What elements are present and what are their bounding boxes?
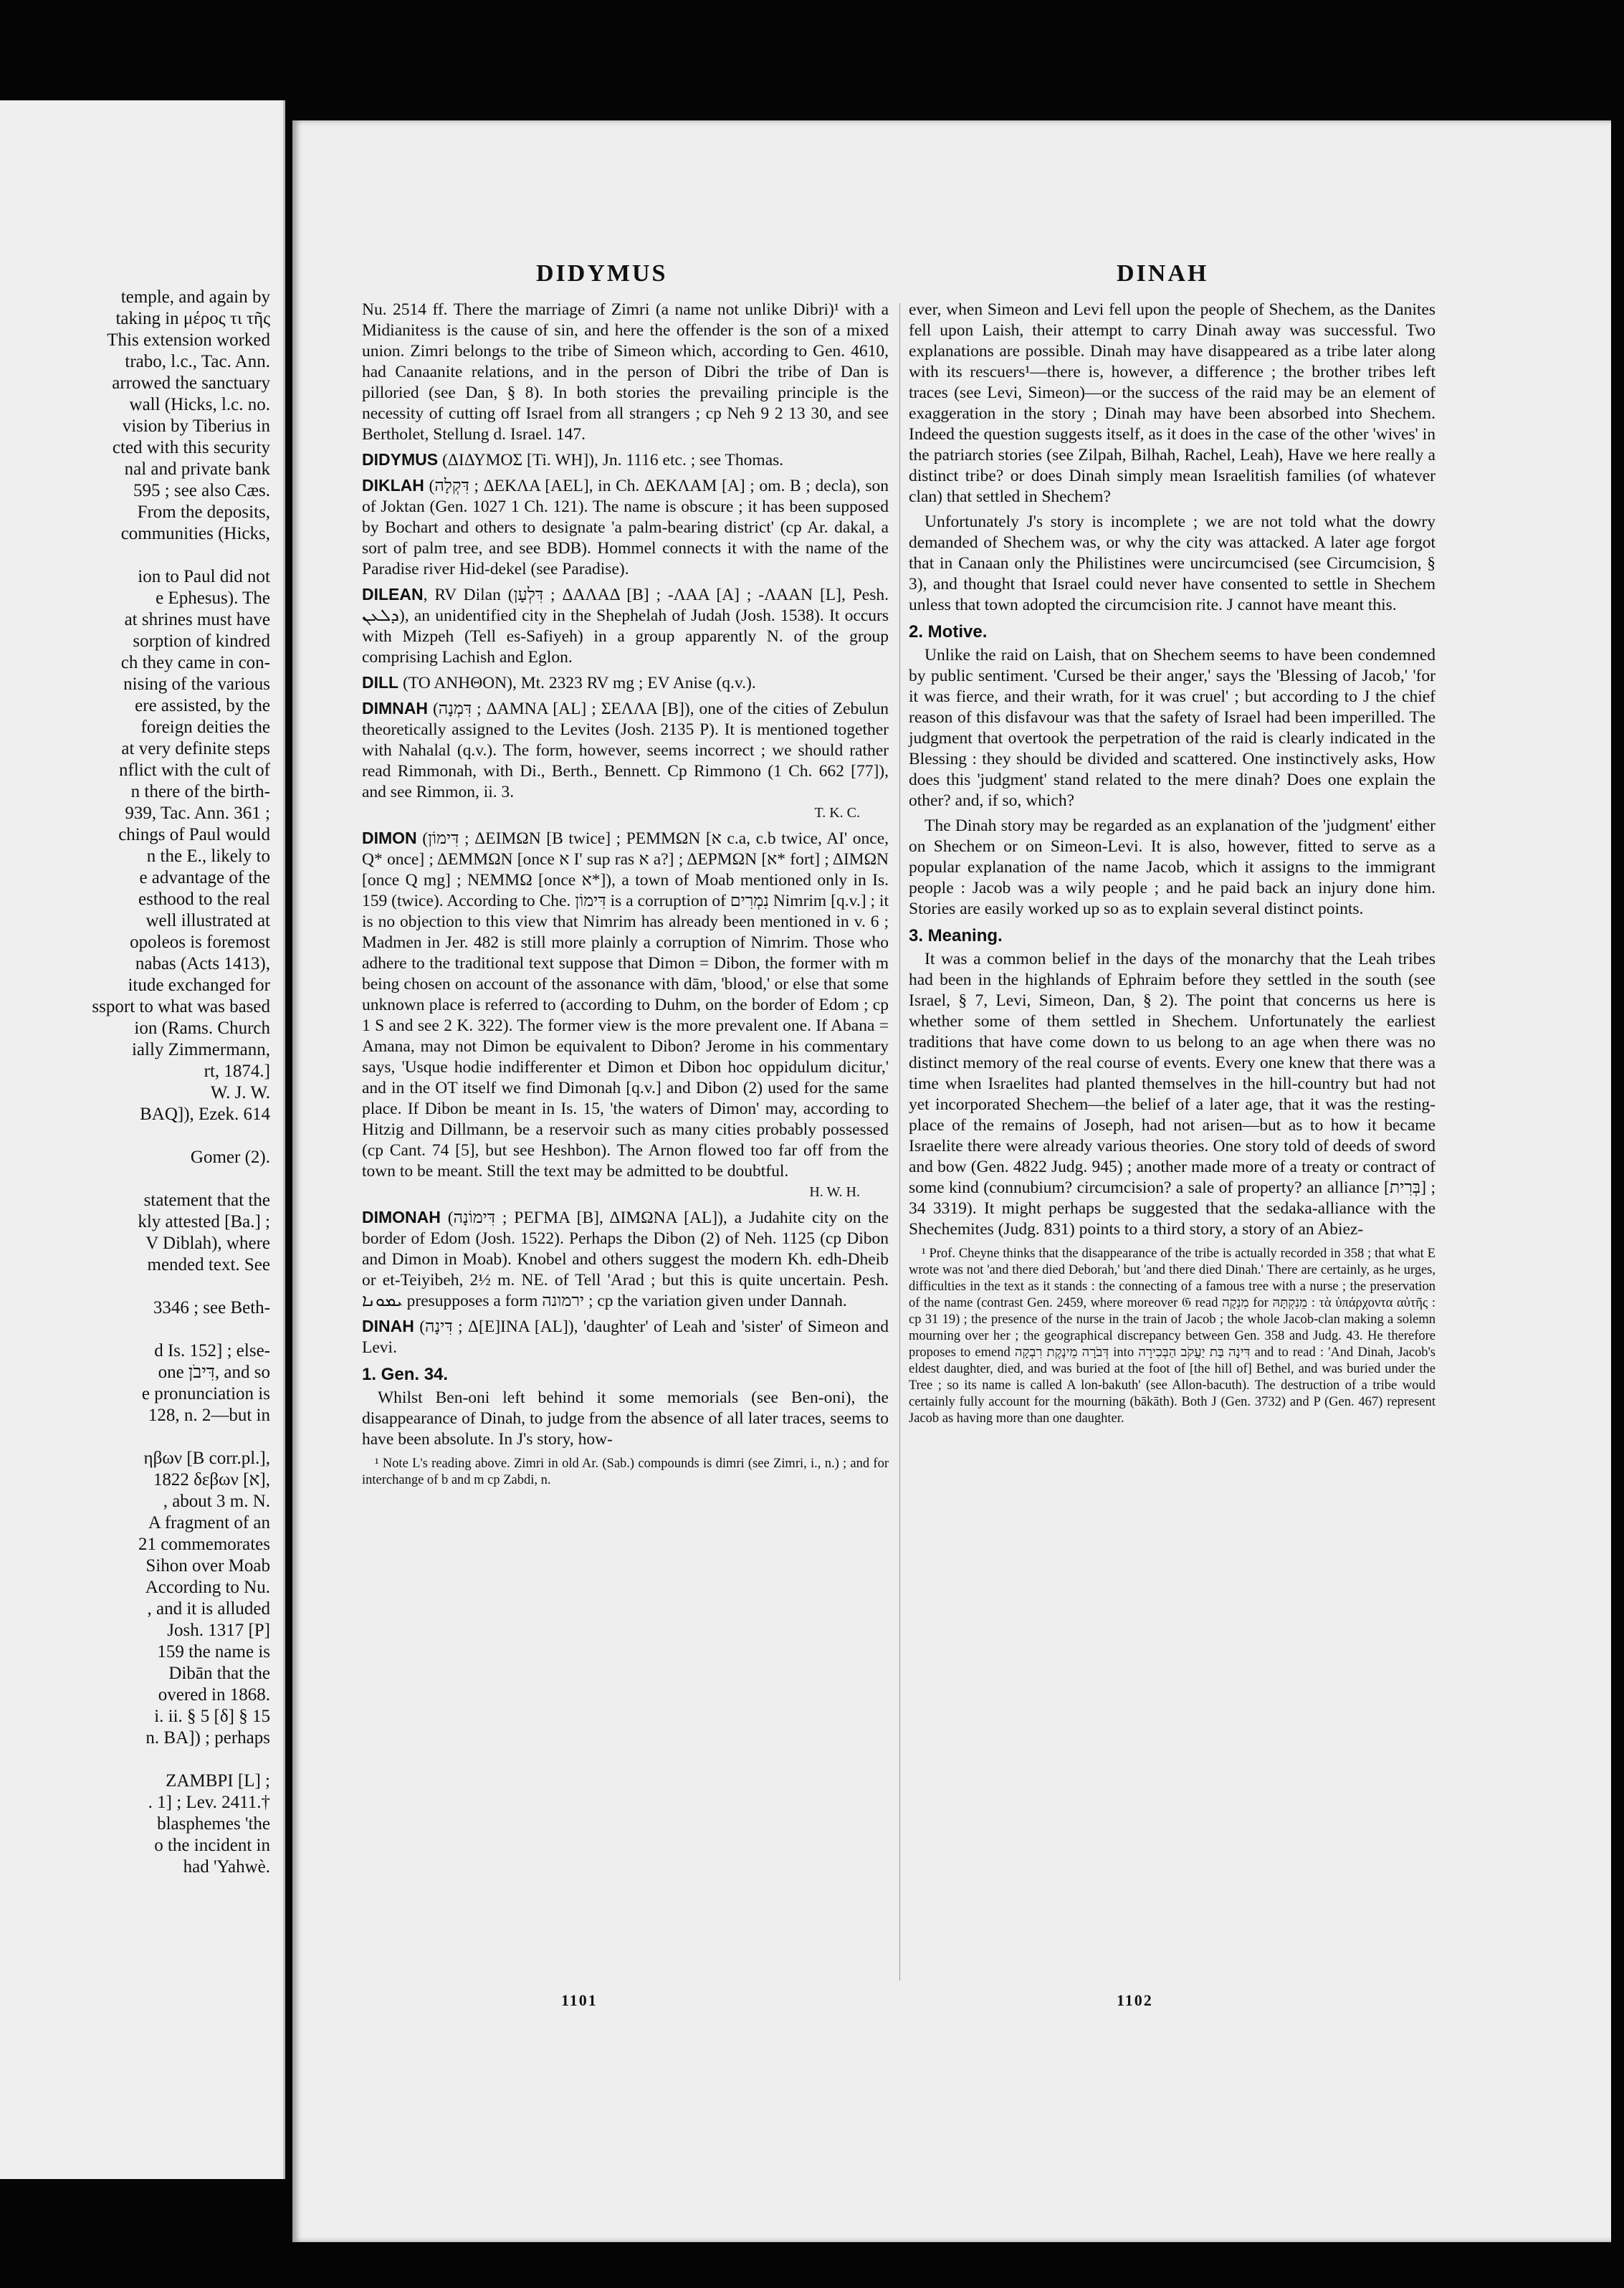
- page-spread: [292, 120, 1611, 2242]
- headword: DILL: [362, 673, 399, 692]
- column-rule: [899, 303, 900, 1980]
- entry-dilean: [362, 584, 889, 668]
- facing-page-line: o the incident in: [154, 1836, 270, 1855]
- facing-page-line: d Is. 152] ; else-: [154, 1341, 270, 1360]
- facing-page-line: at very definite steps: [121, 739, 270, 758]
- facing-page-line: n. BA]) ; perhaps: [145, 1728, 270, 1748]
- entry-text: , RV Dilan (דִּלְעָן ; ΔΑΛΑΔ [B] ; -ΛΑΑ [A] ; -ΛΑΑΝ [L], Pesh. ܕܠܥܢ), an unidentified city in the Shephelah of Judah (Josh. 1538). It occurs with Mizpeh (Tell es-Safiyeh) in a group apparently N. of the group comprising Lachish and Eglon.: [362, 586, 889, 667]
- facing-page-line: ηβων [B corr.pl.],: [143, 1449, 270, 1468]
- facing-page-line: A fragment of an: [148, 1513, 270, 1533]
- facing-page-line: nal and private bank: [124, 459, 270, 479]
- running-head-right: DINAH: [1117, 260, 1209, 287]
- author-signature: T. K. C.: [814, 805, 860, 821]
- facing-page-line: ch they came in con-: [120, 653, 270, 672]
- column-right: [909, 300, 1436, 1427]
- footnote: [909, 1246, 1436, 1427]
- section-sidehead: 3. Meaning.: [909, 926, 1003, 945]
- facing-page-line: 3346 ; see Beth-: [153, 1298, 270, 1317]
- facing-page-line: This extension worked: [107, 330, 270, 350]
- headword: DIMON: [362, 829, 417, 847]
- headword: DIMNAH: [362, 699, 428, 718]
- facing-page-line: From the deposits,: [137, 502, 270, 522]
- facing-page-line: nflict with the cult of: [118, 761, 270, 780]
- facing-page-text: [12, 287, 270, 1878]
- running-head-left: DIDYMUS: [536, 260, 668, 287]
- facing-page-line: According to Nu.: [145, 1578, 270, 1597]
- facing-page-line: ially Zimmermann,: [131, 1040, 270, 1059]
- facing-page-line: [12, 1168, 270, 1190]
- headword: DIMONAH: [362, 1208, 441, 1226]
- headword: DIDYMUS: [362, 450, 439, 469]
- body-paragraph: It was a common belief in the days of the monarchy that the Leah tribes had been in the highlands of Ephraim before they settled in the south (see Israel, § 7, Levi, Simeon, Dan, § 2). The point that concerns us here is whether some of them settled in Shechem. Unfortunately the earliest traditions that have come down to us belong to an age when there was no distinct memory of the real course of events. Every one knew that there was a time when Israelites had planted themselves in the hill-country but had not yet incorporated Shechem—the belief of a later age, that it was the resting-place of the remains of Joseph, had not arisen—but as to how it became Israelite there were already various theories. One story told of deeds of sword and bow (Gen. 4822 Judg. 945) ; another made more of a treaty or contract of some kind (connubium? circumcision? a sale of property? an alliance [בְּרִית] ; 3319 34). It might perhaps be suggested that the sedaka-alliance with the Shechemites (Judg. 831) points to a third story, a story of an Abiez-: [909, 950, 1436, 1239]
- facing-page-line: , and it is alluded: [147, 1599, 270, 1619]
- facing-page-line: W. J. W.: [210, 1083, 270, 1102]
- facing-page-line: n there of the birth-: [130, 782, 270, 801]
- facing-page-line: mended text. See: [147, 1255, 270, 1274]
- facing-page-line: ΖΑΜΒΡΙ [L] ;: [166, 1771, 270, 1791]
- facing-page-line: 128, n. 2—but in: [148, 1406, 270, 1425]
- footnote-text: ¹ Note L's reading above. Zimri in old Ar. (Sab.) compounds is dimri (see Zimri, i., n.) ; and for interchange of b and m cp Zabdi, n.: [362, 1457, 889, 1487]
- facing-page-line: [12, 1319, 270, 1340]
- facing-page-line: 159 the name is: [157, 1642, 270, 1662]
- entry-text: (דִּקְלָה ; ΔΕΚΛΑ [AEL], in Ch. ΔΕΚΛΑΜ [A] ; om. B ; decla), son of Joktan (Gen. 1027 1 Ch. 121). The name is obscure ; it has been supposed by Bochart and others to designate 'a palm-bearing district' (cp Ar. dakal, a sort of palm tree, and see BDB). Hommel connects it with the name of the Paradise river Hid-dekel (see Paradise).: [362, 477, 889, 578]
- facing-page-line: ion to Paul did not: [138, 567, 270, 586]
- facing-page-line: . 1] ; Lev. 2411.†: [148, 1793, 270, 1812]
- entry-didymus: [362, 449, 889, 471]
- facing-page-line: chings of Paul would: [118, 825, 270, 844]
- headword: DINAH: [362, 1317, 414, 1335]
- entry-text: (ΔΙΔΥΜΟΣ [Ti. WH]), Jn. 1116 etc. ; see Thomas.: [438, 451, 784, 469]
- entry-dimonah: [362, 1207, 889, 1312]
- facing-page-line: well illustrated at: [145, 911, 270, 930]
- facing-page-line: nabas (Acts 1413),: [135, 954, 270, 973]
- facing-page-fragment: [0, 100, 285, 2179]
- facing-page-line: foreign deities the: [140, 718, 270, 737]
- column-left: [362, 300, 889, 1489]
- facing-page-line: ssport to what was based: [92, 997, 270, 1016]
- facing-page-line: itude exchanged for: [128, 976, 270, 995]
- body-paragraph: Unfortunately J's story is incomplete ; we are not told what the dowry demanded of Shechem was, or why the city was attacked. A later age forgot that in Canaan only the Philistines were uncircumcised (see Circumcision, § 3), and thought that Israel could never have consented to settle in Shechem unless that town adopted the circumcision rite. J cannot have meant this.: [909, 513, 1436, 614]
- facing-page-line: e advantage of the: [139, 868, 270, 887]
- facing-page-line: e pronunciation is: [141, 1384, 270, 1403]
- author-signature: H. W. H.: [809, 1184, 860, 1200]
- facing-page-line: overed in 1868.: [158, 1685, 270, 1705]
- facing-page-line: arrowed the sanctuary: [112, 373, 270, 393]
- facing-page-line: , about 3 m. N.: [163, 1492, 270, 1511]
- facing-page-line: at shrines must have: [124, 610, 270, 629]
- facing-page-line: i. ii. § 5 [δ] § 15: [154, 1707, 270, 1726]
- facing-page-line: cted with this security: [112, 438, 270, 457]
- footnote: [362, 1456, 889, 1489]
- entry-text: (דִּימוֹן ; ΔΕΙΜΩΝ [B twice] ; ΡΕΜΜΩΝ [א c.a, c.b twice, AI' once, Q* once] ; ΔΕΜΜΩΝ [once א I' sup ras א a?] ; ΔΕΡΜΩΝ [א* fort] ; ΔΙΜΩΝ [once Q mg] ; ΝΕΜΜΩ [once א*]), a town of Moab mentioned only in Is. 159 (twice). According to Che. דִּימוֹן is a corruption of נִמְרִים Nimrim [q.v.] ; it is no objection to this view that Nimrim has already been mentioned in v. 6 ; Madmen in Jer. 482 is still more plainly a corruption of Nimrim. Those who adhere to the traditional text suppose that Dimon = Dibon, the former with m being chosen on account of the assonance with dām, 'blood,' or else that some unknown place is referred to (according to Duhm, on the border of Edom ; cp 1 S and see 2 K. 322). The former view is the more prevalent one. If Abana = Amana, may not Dimon be equivalent to Dibon? Jerome in his commentary says, 'Usque hodie indifferenter et Dimon et Dibon hoc oppidulum dicitur,' and in the OT itself we find Dimonah [q.v.] and Dibon (2) used for the same place. If Dibon be meant in Is. 15, 'the waters of Dimon' may, according to Hitzig and Dillmann, be a reservoir such as many cities probably possessed (cp Cant. 74 [5], but see Heshbon). The Arnon flowed too far off from the town to be meant. Still the text may be admitted to be doubtful.: [362, 829, 889, 1181]
- headword: DILEAN: [362, 585, 424, 604]
- body-paragraph: Whilst Ben-oni left behind it some memorials (see Ben-oni), the disappearance of Dinah, to judge from the absence of all later traces, seems to have been absolute. In J's story, how-: [362, 1388, 889, 1449]
- facing-page-line: Gomer (2).: [190, 1148, 270, 1167]
- facing-page-line: taking in μέρος τι τῆς: [115, 309, 270, 328]
- facing-page-line: kly attested [Ba.] ;: [138, 1212, 270, 1231]
- facing-page-line: statement that the: [143, 1191, 270, 1210]
- entry-text: (דִּינָה ; Δ[Ε]ΙΝΑ [AL]), 'daughter' of Leah and 'sister' of Simeon and Levi.: [362, 1317, 889, 1357]
- facing-page-line: BAQ]), Ezek. 614: [140, 1105, 270, 1124]
- intro-paragraph: Nu. 2514 ff. There the marriage of Zimri (a name not unlike Dibri)¹ with a Midianitess is the cause of sin, and here the offender is the son of a mixed union. Zimri belongs to the tribe of Simeon which, according to Gen. 4610, had Canaanite relations, and in the person of Dibri the tribe of Dan is pilloried (see Dan, § 8). In both stories the prevailing principle is the necessity of cutting off Israel from all strangers ; cp Neh 9 2 13 30, and see Bertholet, Stellung d. Israel. 147.: [362, 300, 889, 444]
- body-paragraph: The Dinah story may be regarded as an explanation of the 'judgment' either on Shechem or on Simeon-Levi. It is also, however, fitted to serve as a popular explanation of the name Jacob, which it assigns to the immigrant people : Jacob was a wily people ; and he paid back an injury done him. Stories are easily worked up so as to explain several distinct points.: [909, 816, 1436, 918]
- facing-page-line: sorption of kindred: [133, 631, 270, 651]
- facing-page-line: 939, Tac. Ann. 361 ;: [125, 804, 270, 823]
- facing-page-line: ion (Rams. Church: [134, 1019, 270, 1038]
- facing-page-line: nising of the various: [123, 675, 270, 694]
- facing-page-line: [12, 545, 270, 566]
- entry-text: (דִּמְנָה ; ΔΑΜΝΑ [AL] ; ΣΕΛΛΑ [B]), one of the cities of Zebulun theoretically assigned to the Levites (Josh. 2135 P). It is mentioned together with Nahalal (q.v.). The form, however, seems incorrect ; we should rather read Rimmonah, with Di., Berth., Bennett. Cp Rimmono (1 Ch. 662 [77]), and see Rimmon, ii. 3.: [362, 700, 889, 801]
- facing-page-line: blasphemes 'the: [157, 1814, 270, 1834]
- facing-page-line: 21 commemorates: [138, 1535, 270, 1554]
- facing-page-line: trabo, l.c., Tac. Ann.: [125, 352, 270, 371]
- facing-page-line: 595 ; see also Cæs.: [133, 481, 270, 500]
- entry-diklah: [362, 475, 889, 580]
- facing-page-line: temple, and again by: [120, 287, 270, 307]
- facing-page-line: [12, 1125, 270, 1147]
- entry-text: (ΤΟ ΑΝΗΘΟΝ), Mt. 2323 RV mg ; EV Anise (q.v.).: [398, 674, 756, 692]
- body-paragraph: Unlike the raid on Laish, that on Shechem seems to have been condemned by public sentiment. 'Cursed be their anger,' says the 'Blessing of Jacob,' 'for it was fierce, and their wrath, for it was cruel' ; but according to J the chief reason of this disfavour was that the safety of Israel had been imperilled. The judgment that overtook the perpetration of the raid is clearly indicated in the Blessing : they should be divided and scattered. One instinctively asks, How does this 'judgment' stand related to the mere dinah? Does one explain the other? and, if so, which?: [909, 646, 1436, 810]
- facing-page-line: e Ephesus). The: [156, 588, 270, 608]
- facing-page-line: had 'Yahwè.: [183, 1857, 270, 1877]
- entry-dinah: [362, 1316, 889, 1358]
- facing-page-line: [12, 1749, 270, 1770]
- facing-page-line: Josh. 1317 [P]: [167, 1621, 270, 1640]
- facing-page-line: [12, 1276, 270, 1297]
- footnote-text: ¹ Prof. Cheyne thinks that the disappearance of the tribe is actually recorded in 358 ; that what E wrote was not 'and there died Deborah,' but 'and there died Dinah.' There are certainly, as he urges, difficulties in the text as it stands : the connecting of a famous tree with a nurse ; the preservation of the name (contrast Gen. 2459, where moreover 𝔊 read מִנְקָה for מֵנִקְתָּהּ : τὰ ὑπάρχοντα αὐτῆς : cp 31 19) ; the presence of the nurse in the train of Jacob ; the whole Jacob-clan making a solemn mourning over her ; the geographical discrepancy between Gen. 358 and Judg. 43. He therefore proposes to emend דְּבֹרָה מֵינֶקֶת רִבְקָה into דִּינָה בַּת יַעֲקֹב הַבְּכִירָה and to read : 'And Dinah, Jacob's eldest daughter, died, and was buried at the foot of [the hill of] Bethel, and was buried under the Tree ; so its name is called A lon-bakuth' (see Allon-bacuth). The destruction of a tribe would certainly fully account for the mourning (bākāth). Both J (Gen. 3732) and P (Gen. 467) represent Jacob as having more than one daughter.: [909, 1247, 1436, 1426]
- facing-page-line: V Diblah), where: [145, 1234, 270, 1253]
- page-number-right: 1102: [1117, 1991, 1153, 2009]
- facing-page-line: Dibān that the: [168, 1664, 270, 1683]
- facing-page-line: rt, 1874.]: [204, 1062, 270, 1081]
- facing-page-line: n the E., likely to: [146, 847, 270, 866]
- section-sidehead: 2. Motive.: [909, 622, 988, 642]
- entry-dimnah: [362, 698, 889, 824]
- facing-page-line: one דִּיבֹן, and so: [158, 1363, 270, 1382]
- facing-page-line: [12, 1426, 270, 1448]
- facing-page-line: communities (Hicks,: [120, 524, 270, 543]
- facing-page-line: ere assisted, by the: [135, 696, 270, 715]
- entry-dill: [362, 672, 889, 694]
- entry-dimon: [362, 828, 889, 1203]
- facing-page-line: wall (Hicks, l.c. no.: [129, 395, 270, 414]
- facing-page-line: Sihon over Moab: [145, 1556, 270, 1576]
- page-number-left: 1101: [561, 1991, 598, 2009]
- entry-text: (דִּימוֹנָה ; ΡΕΓΜΑ [B], ΔΙΜΩΝΑ [AL]), a Judahite city on the border of Edom (Josh. 1522). Perhaps the Dibon (2) of Neh. 1125 (cp Dibon and Dimon in Moab). Knobel and others suggest the modern Kh. edh-Dheib or et-Teiyibeh, 2½ m. NE. of Tell 'Arad ; but this is quite uncertain. Pesh. ܝܡܘܢܐ presupposes a form ירמונה ; cp the variation given under Dannah.: [362, 1209, 889, 1310]
- facing-page-line: vision by Tiberius in: [122, 416, 270, 436]
- facing-page-line: 1822 δεβων [א],: [153, 1470, 270, 1489]
- facing-page-line: esthood to the real: [138, 890, 270, 909]
- facing-page-line: opoleos is foremost: [130, 933, 270, 952]
- section-sidehead: 1. Gen. 34.: [362, 1365, 449, 1384]
- headword: DIKLAH: [362, 476, 424, 495]
- body-paragraph: ever, when Simeon and Levi fell upon the people of Shechem, as the Danites fell upon Laish, their attempt to carry Dinah away was successful. Two explanations are possible. Dinah may have disappeared as a tribe later along with its rescuers¹—there is, however, a difference ; the brother tribes left traces (see Levi, Simeon)—or the success of the raid may be an element of exaggeration in the story ; Dinah may have been absorbed into Shechem. Indeed the question suggests itself, as it does in the case of the other 'wives' in the patriarch stories (see Zilpah, Bilhah, Rachel, Leah), Have we here really a distinct tribe? or does Dinah simply mean Israelitish families (of whatever clan) that settled in Shechem?: [909, 300, 1436, 506]
